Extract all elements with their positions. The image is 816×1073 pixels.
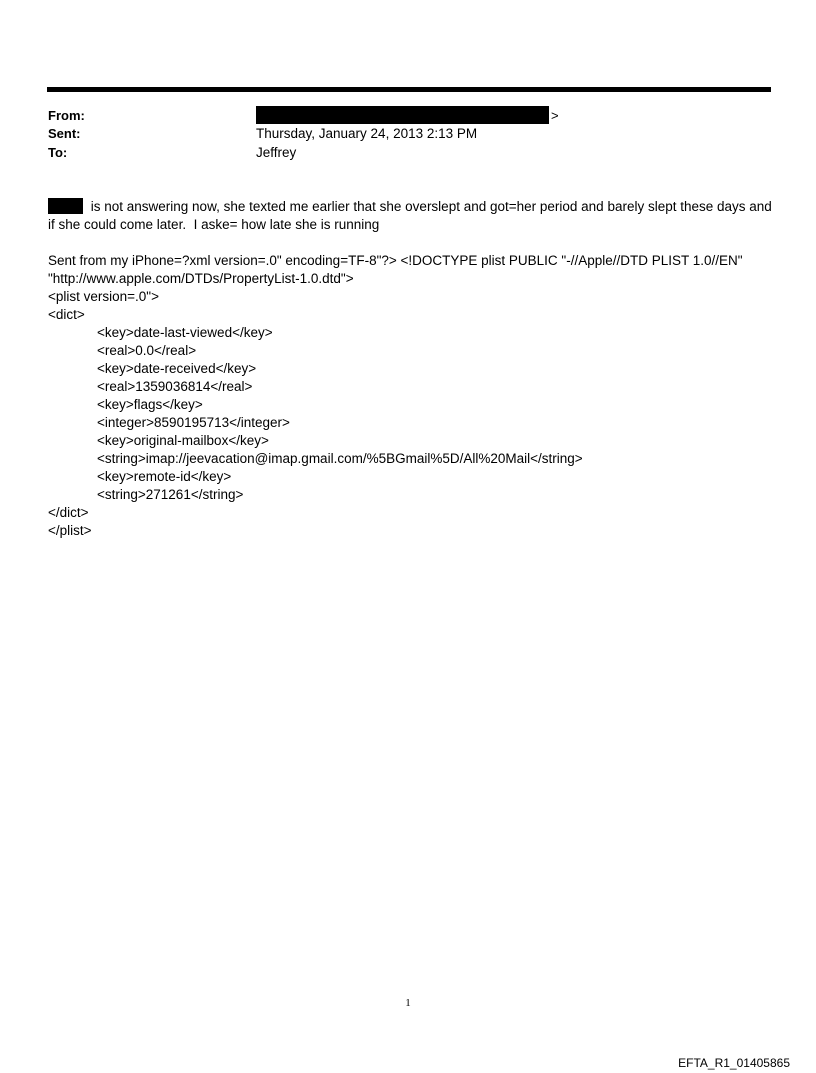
dict-line: <key>remote-id</key>: [97, 469, 232, 484]
dict-line: <string>imap://jeevacation@imap.gmail.com/%5BGmail%5D/All%20Mail</string>: [97, 451, 583, 466]
dict-line: <key>flags</key>: [97, 397, 203, 412]
dict-open: <dict>: [48, 307, 85, 322]
redacted-name: [48, 198, 83, 214]
dict-line: <integer>8590195713</integer>: [97, 415, 290, 430]
dict-close: </dict>: [48, 505, 89, 520]
dict-line: <real>0.0</real>: [97, 343, 197, 358]
to-value: Jeffrey: [256, 145, 297, 160]
message-line-2: if she could come later. I aske= how late she is running: [48, 217, 380, 232]
message-line-1: [48, 198, 774, 216]
header-rule: [47, 87, 771, 92]
sent-from-line-1: Sent from my iPhone=?xml version=.0" encoding=TF-8"?> <!DOCTYPE plist PUBLIC "-//Apple//DTD PLIST 1.0//EN": [48, 253, 743, 268]
document-id: EFTA_R1_01405865: [678, 1056, 790, 1070]
dict-line: <real>1359036814</real>: [97, 379, 253, 394]
to-label: To:: [48, 145, 68, 160]
from-label: From:: [48, 108, 85, 123]
redacted-from-address: [256, 106, 549, 124]
dict-line: <string>271261</string>: [97, 487, 244, 502]
page-number: 1: [405, 997, 411, 1009]
dict-line: <key>date-received</key>: [97, 361, 257, 376]
sent-label: Sent:: [48, 126, 81, 141]
message-line-1-text: is not answering now, she texted me earlier that she overslept and got=her period and barely slept these days and: [87, 199, 772, 214]
sent-from-line-2: "http://www.apple.com/DTDs/PropertyList-1.0.dtd">: [48, 271, 354, 286]
dict-line: <key>date-last-viewed</key>: [97, 325, 273, 340]
plist-open: <plist version=.0">: [48, 289, 159, 304]
dict-line: <key>original-mailbox</key>: [97, 433, 269, 448]
from-value-tail: >: [551, 108, 559, 123]
sent-value: Thursday, January 24, 2013 2:13 PM: [256, 126, 478, 141]
plist-close: </plist>: [48, 523, 92, 538]
